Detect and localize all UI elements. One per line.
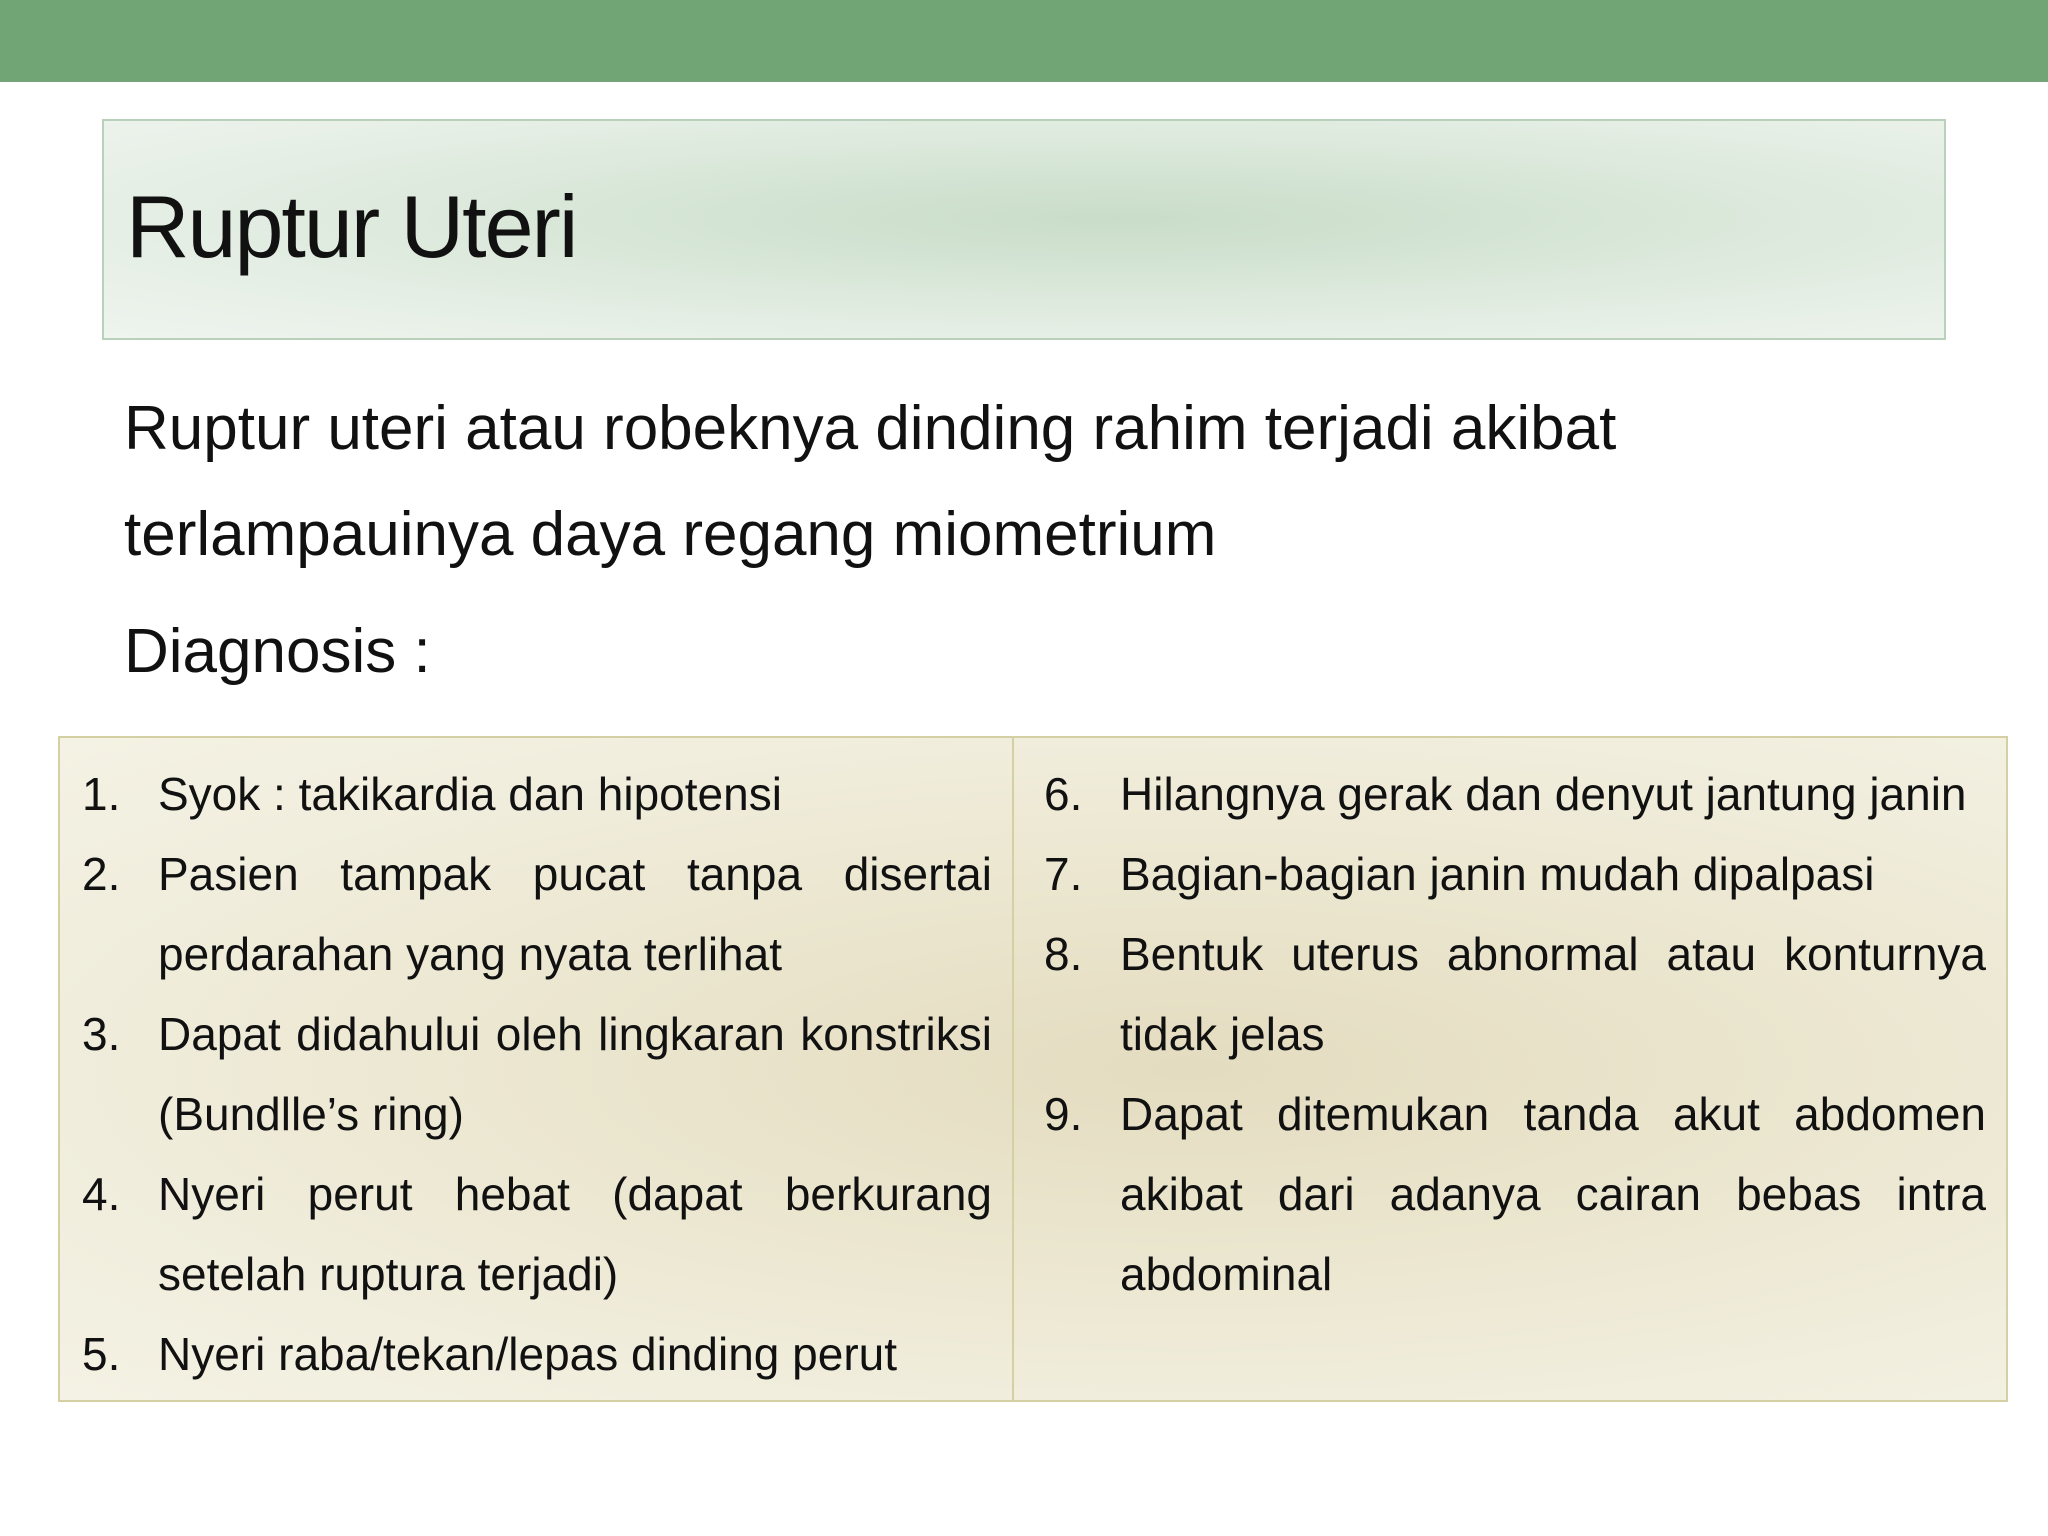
item-number: 1.: [82, 768, 121, 820]
item-number: 8.: [1044, 928, 1083, 980]
list-item: [82, 994, 992, 1154]
item-number: 6.: [1044, 768, 1083, 820]
item-text: Hilangnya gerak dan denyut jantung janin: [1120, 768, 1967, 820]
item-text: Bagian-bagian janin mudah dipalpasi: [1120, 848, 1875, 900]
diagnosis-table: [58, 736, 2008, 1402]
list-item: [1044, 914, 1986, 1074]
title-box: [102, 119, 1946, 340]
list-item: [82, 834, 992, 994]
list-item: [82, 1314, 992, 1394]
diagnosis-label: Diagnosis :: [124, 617, 431, 686]
list-item: [82, 754, 992, 834]
list-item: [1044, 754, 1986, 834]
diagnosis-column-right: [1014, 738, 2006, 1400]
item-text: Nyeri raba/tekan/lepas dinding perut: [158, 1328, 898, 1380]
list-item: [1044, 834, 1986, 914]
header-accent-bar: [0, 0, 2048, 82]
item-number: 3.: [82, 1008, 121, 1060]
item-text: Dapat ditemukan tanda akut abdomen akibat dari adanya cairan bebas intra abdominal: [1120, 1088, 1986, 1300]
item-text: Bentuk uterus abnormal atau konturnya tidak jelas: [1120, 928, 1986, 1060]
slide-title: Ruptur Uteri: [126, 177, 577, 276]
item-text: Dapat didahului oleh lingkaran konstriksi (Bundlle’s ring): [158, 1008, 992, 1140]
item-number: 2.: [82, 848, 121, 900]
item-number: 4.: [82, 1168, 121, 1220]
item-number: 5.: [82, 1328, 121, 1380]
item-text: Syok : takikardia dan hipotensi: [158, 768, 782, 820]
item-text: Nyeri perut hebat (dapat berkurang setelah ruptura terjadi): [158, 1168, 992, 1300]
list-item: [82, 1154, 992, 1314]
item-number: 9.: [1044, 1088, 1083, 1140]
diagnosis-column-left: [60, 738, 1014, 1400]
item-number: 7.: [1044, 848, 1083, 900]
list-item: [1044, 1074, 1986, 1314]
item-text: Pasien tampak pucat tanpa disertai perdarahan yang nyata terlihat: [158, 848, 992, 980]
intro-paragraph: Ruptur uteri atau robeknya dinding rahim terjadi akibat terlampauinya daya regang miometrium: [124, 394, 1617, 569]
